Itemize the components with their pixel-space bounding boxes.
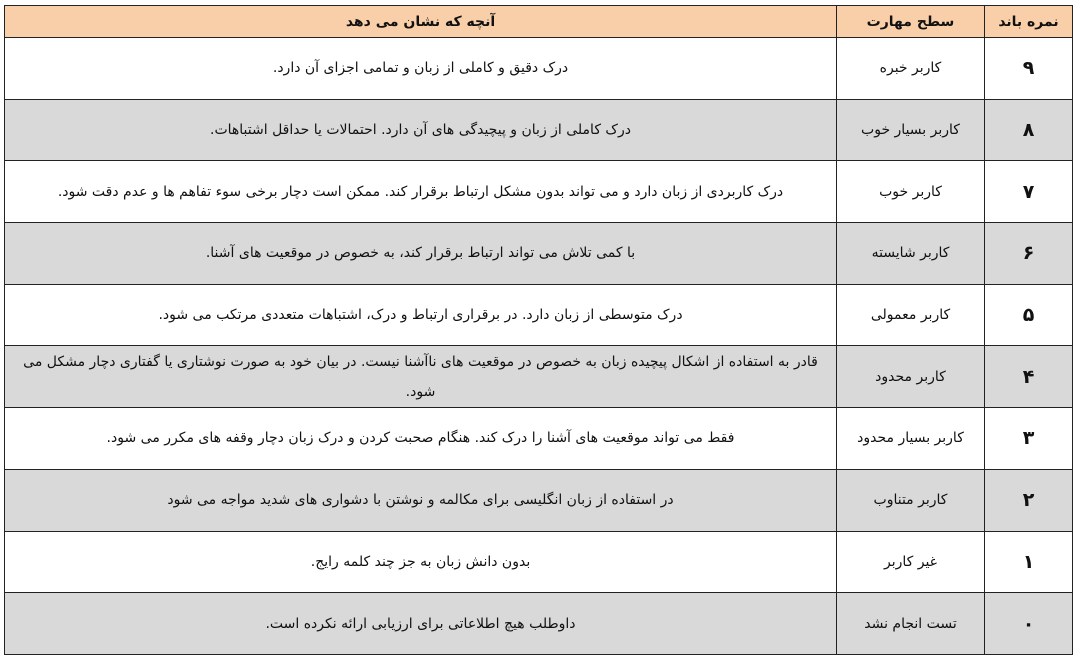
header-band: نمره باند bbox=[985, 6, 1073, 38]
table-row bbox=[5, 223, 1073, 285]
ielts-band-table-container bbox=[4, 5, 1072, 655]
description-cell: در استفاده از زبان انگلیسی برای مکالمه و نوشتن با دشواری های شدید مواجه می شود bbox=[5, 469, 837, 531]
table-body bbox=[5, 38, 1073, 655]
table-row bbox=[5, 531, 1073, 593]
ielts-band-table bbox=[4, 5, 1073, 655]
description-cell: داوطلب هیچ اطلاعاتی برای ارزیابی ارائه نکرده است. bbox=[5, 593, 837, 655]
band-score-cell: ۳ bbox=[985, 408, 1073, 470]
band-score-cell: ۰ bbox=[985, 593, 1073, 655]
skill-level-cell: کاربر شایسته bbox=[837, 223, 985, 285]
skill-level-cell: کاربر متناوب bbox=[837, 469, 985, 531]
skill-level-cell: کاربر خبره bbox=[837, 38, 985, 100]
skill-level-cell: کاربر معمولی bbox=[837, 284, 985, 346]
table-row bbox=[5, 99, 1073, 161]
description-cell: قادر به استفاده از اشکال پیچیده زبان به خصوص در موقعیت های ناآشنا نیست. در بیان خود به صورت نوشتاری یا گفتاری دچار مشکل می شود. bbox=[5, 346, 837, 408]
table-row bbox=[5, 284, 1073, 346]
table-row bbox=[5, 346, 1073, 408]
band-score-cell: ۸ bbox=[985, 99, 1073, 161]
description-cell: درک دقیق و کاملی از زبان و تمامی اجزای آن دارد. bbox=[5, 38, 837, 100]
skill-level-cell: تست انجام نشد bbox=[837, 593, 985, 655]
table-row bbox=[5, 593, 1073, 655]
band-score-cell: ۲ bbox=[985, 469, 1073, 531]
description-cell: درک متوسطی از زبان دارد. در برقراری ارتباط و درک، اشتباهات متعددی مرتکب می شود. bbox=[5, 284, 837, 346]
header-row bbox=[5, 6, 1073, 38]
band-score-cell: ۶ bbox=[985, 223, 1073, 285]
skill-level-cell: کاربر محدود bbox=[837, 346, 985, 408]
table-row bbox=[5, 408, 1073, 470]
table-header bbox=[5, 6, 1073, 38]
band-score-cell: ۷ bbox=[985, 161, 1073, 223]
table-row bbox=[5, 469, 1073, 531]
band-score-cell: ۱ bbox=[985, 531, 1073, 593]
skill-level-cell: کاربر خوب bbox=[837, 161, 985, 223]
table-row bbox=[5, 38, 1073, 100]
band-score-cell: ۵ bbox=[985, 284, 1073, 346]
skill-level-cell: کاربر بسیار محدود bbox=[837, 408, 985, 470]
description-cell: با کمی تلاش می تواند ارتباط برقرار کند، به خصوص در موقعیت های آشنا. bbox=[5, 223, 837, 285]
header-level: سطح مهارت bbox=[837, 6, 985, 38]
skill-level-cell: غیر کاربر bbox=[837, 531, 985, 593]
description-cell: درک کاربردی از زبان دارد و می تواند بدون مشکل ارتباط برقرار کند. ممکن است دچار برخی سوء تفاهم ها و عدم دقت شود. bbox=[5, 161, 837, 223]
skill-level-cell: کاربر بسیار خوب bbox=[837, 99, 985, 161]
description-cell: درک کاملی از زبان و پیچیدگی های آن دارد. احتمالات یا حداقل اشتباهات. bbox=[5, 99, 837, 161]
description-cell: بدون دانش زبان به جز چند کلمه رایج. bbox=[5, 531, 837, 593]
description-cell: فقط می تواند موقعیت های آشنا را درک کند. هنگام صحبت کردن و درک زبان دچار وقفه های مکرر می شود. bbox=[5, 408, 837, 470]
band-score-cell: ۹ bbox=[985, 38, 1073, 100]
table-row bbox=[5, 161, 1073, 223]
header-description: آنچه که نشان می دهد bbox=[5, 6, 837, 38]
band-score-cell: ۴ bbox=[985, 346, 1073, 408]
